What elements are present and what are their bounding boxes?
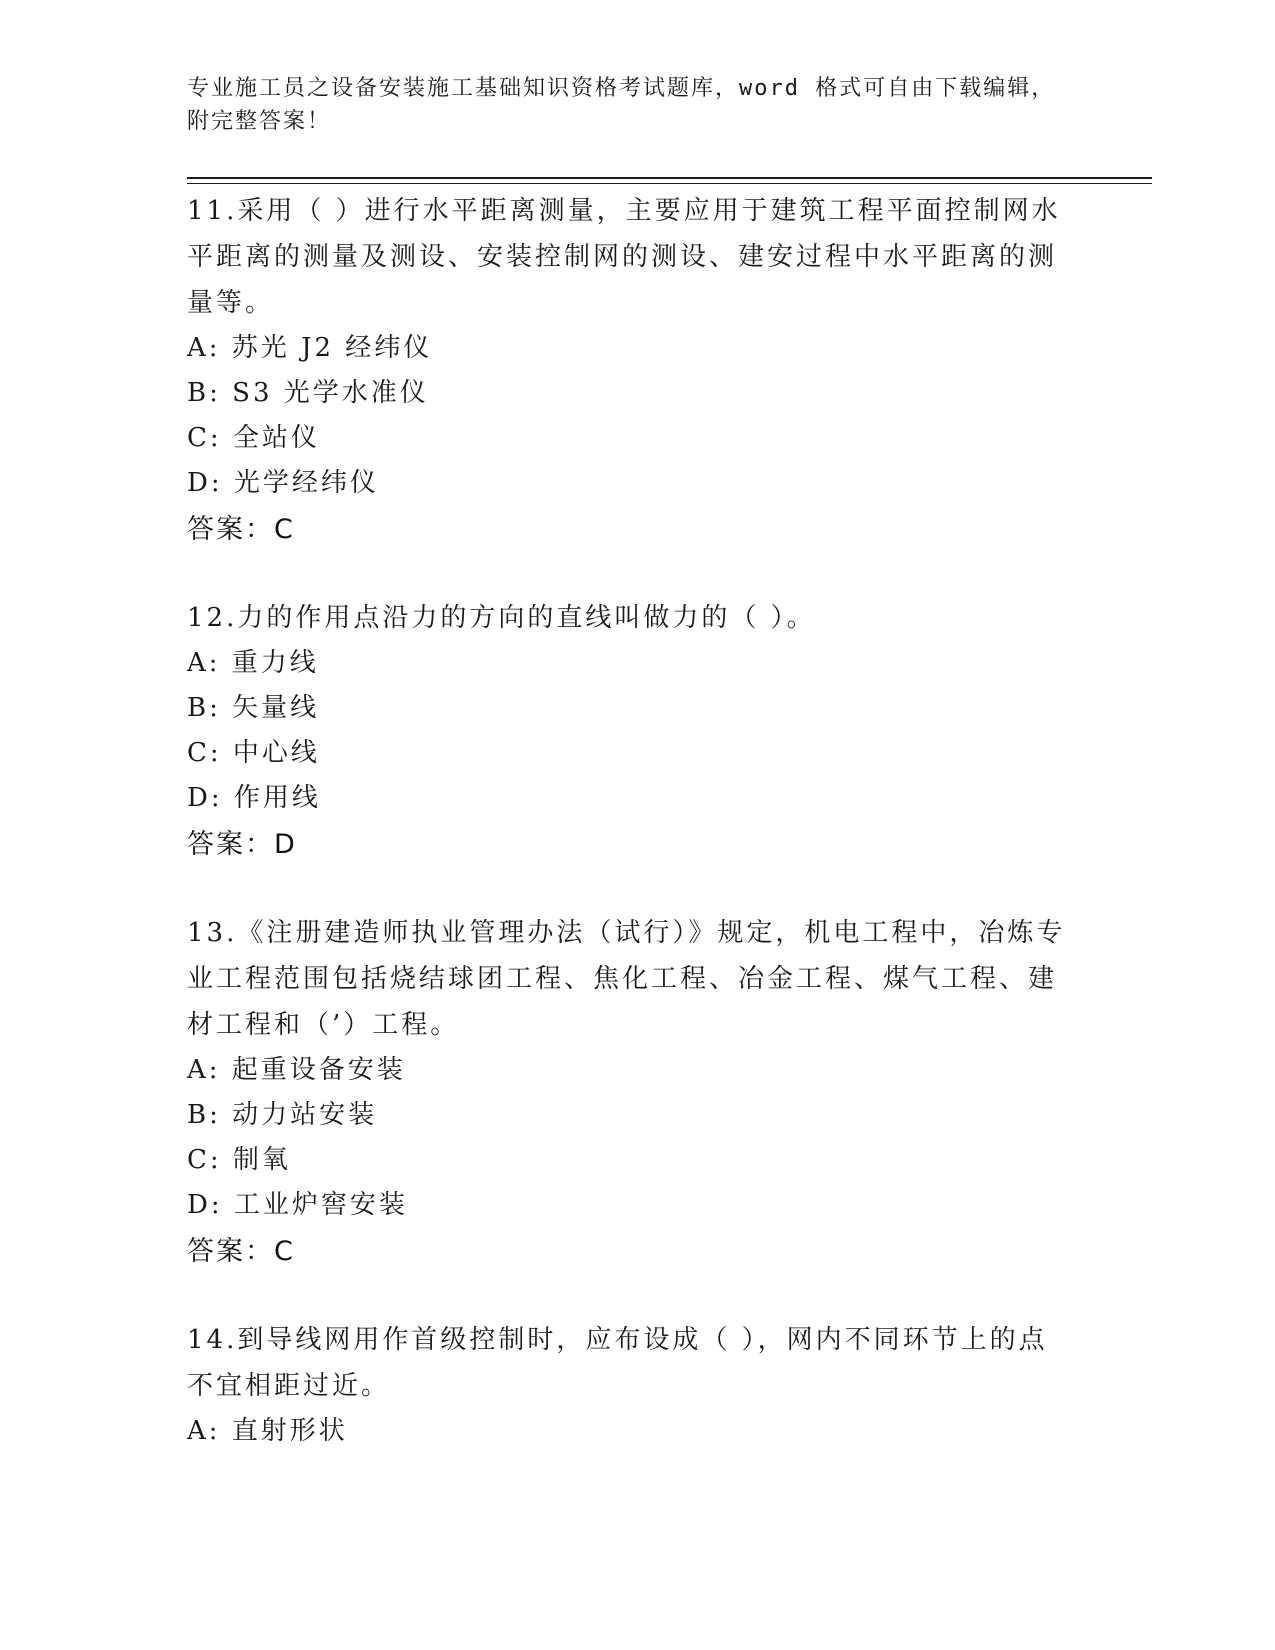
question-stem-line: 12.力的作用点沿力的方向的直线叫做力的（ ）。	[187, 603, 816, 633]
header-line-2: 附完整答案！	[187, 109, 332, 134]
question-stem-line: 13.《注册建造师执业管理办法（试行）》规定，机电工程中，冶炼专	[187, 918, 1066, 948]
option-c: C: 全站仪	[187, 423, 320, 453]
option-a: A: 起重设备安装	[187, 1055, 406, 1085]
option-c: C: 制氧	[187, 1145, 291, 1175]
option-d: D: 工业炉窖安装	[187, 1190, 408, 1220]
question-stem-line: 平距离的测量及测设、安装控制网的测设、建安过程中水平距离的测	[187, 242, 1058, 272]
header-divider-thick	[187, 177, 1152, 179]
answer-line: 答案：D	[187, 829, 297, 860]
option-b: B: 动力站安装	[187, 1100, 378, 1130]
option-d: D: 光学经纬仪	[187, 468, 379, 498]
question-stem-line: 材工程和（’）工程。	[187, 1010, 460, 1040]
option-a: A: 直射形状	[187, 1416, 348, 1446]
header-divider-thin	[187, 183, 1152, 184]
answer-line: 答案：C	[187, 1236, 295, 1267]
question-14	[187, 1317, 1067, 1454]
question-list	[187, 188, 1067, 1496]
document-header	[187, 72, 1067, 138]
question-12	[187, 595, 1067, 868]
question-stem-line: 14.到导线网用作首级控制时，应布设成（ ），网内不同环节上的点	[187, 1325, 1048, 1355]
question-stem-line: 不宜相距过近。	[187, 1371, 391, 1401]
option-c: C: 中心线	[187, 738, 320, 768]
option-d: D: 作用线	[187, 783, 321, 813]
answer-line: 答案：C	[187, 514, 295, 545]
option-a: A: 苏光 J2 经纬仪	[187, 333, 433, 363]
question-11	[187, 188, 1067, 553]
header-line-1: 专业施工员之设备安装施工基础知识资格考试题库，word 格式可自由下载编辑，	[187, 76, 1056, 101]
question-stem-line: 11.采用（ ）进行水平距离测量，主要应用于建筑工程平面控制网水	[187, 196, 1061, 226]
question-13	[187, 910, 1067, 1275]
question-stem-line: 业工程范围包括烧结球团工程、焦化工程、冶金工程、煤气工程、建	[187, 964, 1058, 994]
option-b: B: S3 光学水准仪	[187, 378, 429, 408]
question-stem-line: 量等。	[187, 288, 275, 318]
option-b: B: 矢量线	[187, 693, 320, 723]
option-a: A: 重力线	[187, 648, 319, 678]
